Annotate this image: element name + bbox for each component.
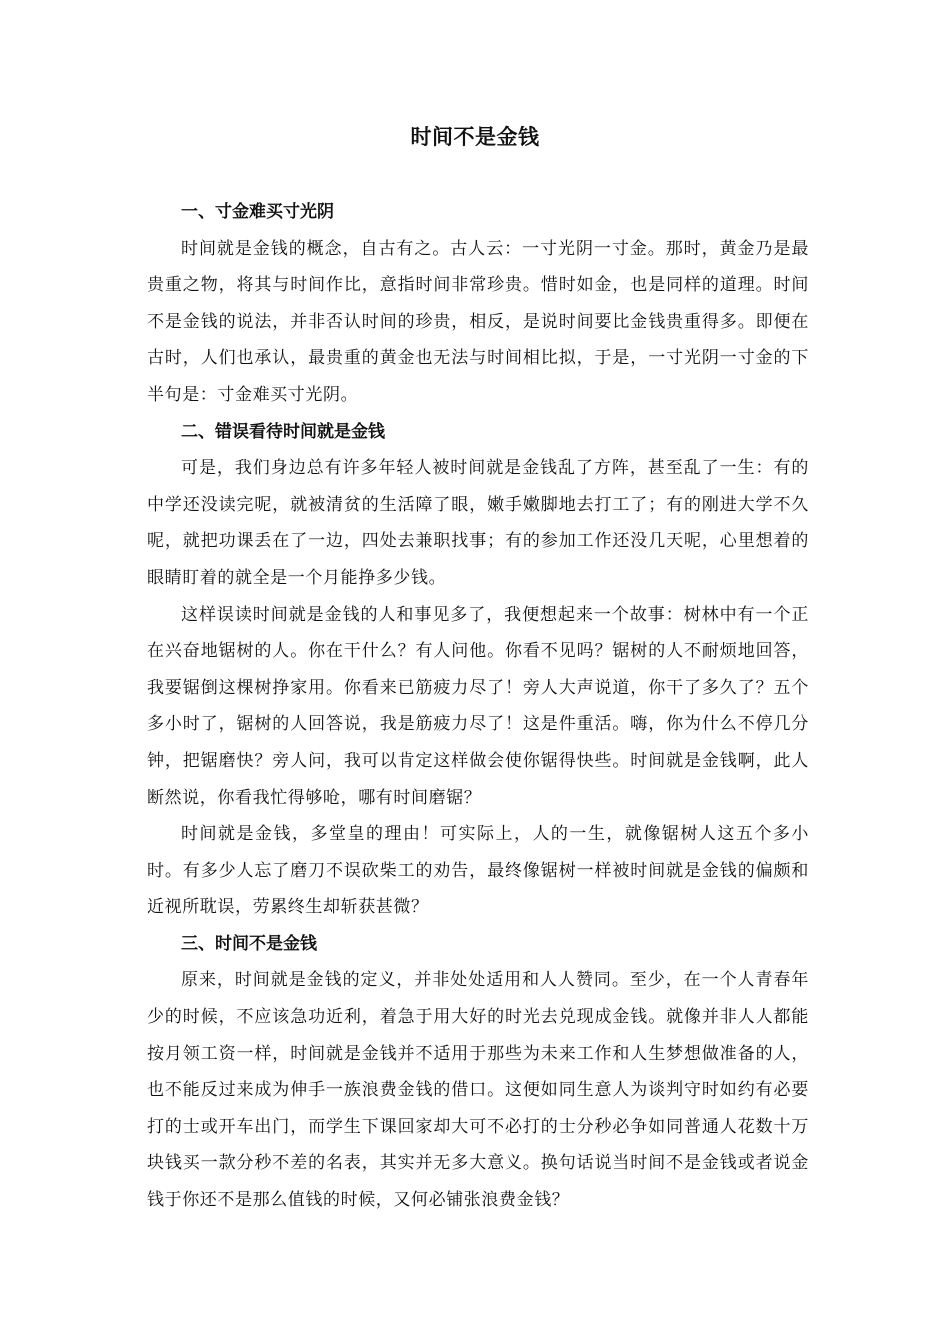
paragraph: 时间就是金钱的概念，自古有之。古人云：一寸光阴一寸金。那时，黄金乃是最贵重之物，将其与时间作比，意指时间非常珍贵。惜时如金，也是同样的道理。时间不是金钱的说法，并非否认时间的珍贵，相反，是说时间要比金钱贵重得多。即便在古时，人们也承认，最贵重的黄金也无法与时间相比拟，于是，一寸光阴一寸金的下半句是：寸金难买寸光阴。 xyxy=(147,238,809,405)
section-heading: 二、错误看待时间就是金钱 xyxy=(181,421,385,442)
section-3 xyxy=(147,926,809,1219)
paragraph: 这样误读时间就是金钱的人和事见多了，我便想起来一个故事：树林中有一个正在兴奋地锯树的人。你在干什么？有人问他。你看不见吗？锯树的人不耐烦地回答，我要锯倒这棵树挣家用。你看来已筋疲力尽了！旁人大声说道，你干了多久了？五个多小时了，锯树的人回答说，我是筋疲力尽了！这是件重活。嗨，你为什么不停几分钟，把锯磨快？旁人问，我可以肯定这样做会使你锯得快些。时间就是金钱啊，此人断然说，你看我忙得够呛，哪有时间磨锯？ xyxy=(147,604,809,808)
paragraph: 原来，时间就是金钱的定义，并非处处适用和人人赞同。至少，在一个人青春年少的时候，不应该急功近利，着急于用大好的时光去兑现成金钱。就像并非人人都能按月领工资一样，时间就是金钱并不适用于那些为未来工作和人生梦想做准备的人，也不能反过来成为伸手一族浪费金钱的借口。这便如同生意人为谈判守时如约有必要打的士或开车出门，而学生下课回家却大可不必打的士分秒必争如同普通人花数十万块钱买一款分秒不差的名表，其实并无多大意义。换句话说当时间不是金钱或者说金钱于你还不是那么值钱的时候，又何必铺张浪费金钱？ xyxy=(147,970,809,1211)
document-title: 时间不是金钱 xyxy=(410,125,540,149)
paragraph: 时间就是金钱，多堂皇的理由！可实际上，人的一生，就像锯树人这五个多小时。有多少人忘了磨刀不误砍柴工的劝告，最终像锯树一样被时间就是金钱的偏颇和近视所耽误，劳累终生却斩获甚微？ xyxy=(147,824,809,918)
section-heading: 三、时间不是金钱 xyxy=(181,933,317,954)
document-body xyxy=(147,194,809,1219)
section-2 xyxy=(147,414,809,926)
paragraph: 可是，我们身边总有许多年轻人被时间就是金钱乱了方阵，甚至乱了一生：有的中学还没读完呢，就被清贫的生活障了眼，嫩手嫩脚地去打工了；有的刚进大学不久呢，就把功课丢在了一边，四处去兼职找事；有的参加工作还没几天呢，心里想着的眼睛盯着的就全是一个月能挣多少钱。 xyxy=(147,458,809,588)
section-heading: 一、寸金难买寸光阴 xyxy=(181,202,334,222)
section-1 xyxy=(147,194,809,414)
